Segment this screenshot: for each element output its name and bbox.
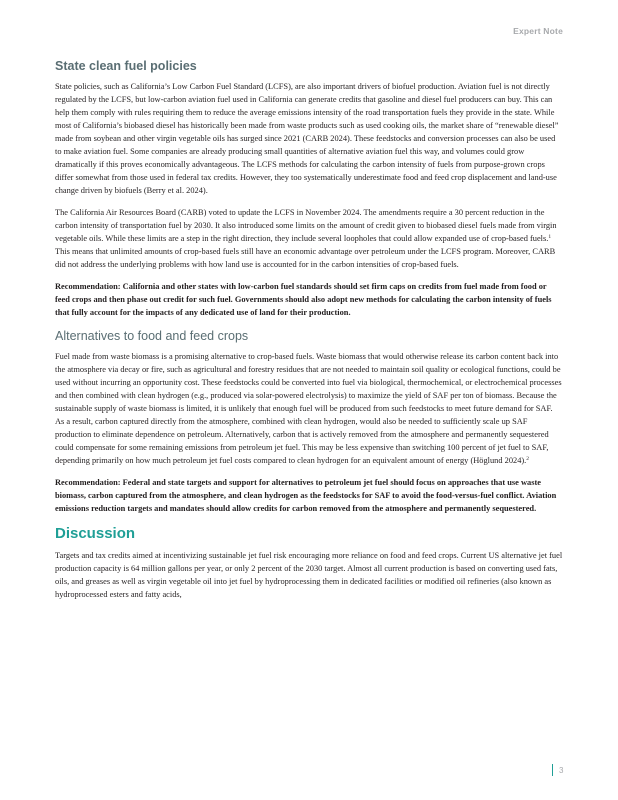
paragraph xyxy=(55,206,563,271)
recommendation: Recommendation: Federal and state targets and support for alternatives to petroleum jet fuel should focus on approaches that use waste biomass, carbon captured from the atmosphere, and clean hydrogen as the feedstocks for SAF to avoid the food-versus-fuel conflict. Aviation emissions reduction targets and mandates should allow credits for carbon removed from the atmosphere and permanently sequestered. xyxy=(55,477,557,513)
footnote-ref[interactable]: 2 xyxy=(526,455,530,462)
footnote-ref[interactable]: 1 xyxy=(548,234,552,241)
paragraph-text: This means that unlimited amounts of crop-based fuels still have an economic advantage over petroleum under the LCFS program. Moreover, CARB did not address the underlying problems with how land use is accounted for in the carbon intensities of crop-based fuels. xyxy=(55,247,556,270)
paragraph: Targets and tax credits aimed at incentivizing sustainable jet fuel risk encouraging more reliance on food and feed crops. Current US alternative jet fuel production capacity is 64 million gallons per year, or only 2 percent of the 2030 target. Almost all current production is based on converting used fats, oils, and greases as well as virgin vegetable oil into jet fuel by hydroprocessing them in dedicated facilities or modified oil refineries (also known as hydroprocessed esters and fatty acids, xyxy=(55,551,563,599)
header-label: Expert Note xyxy=(513,26,563,36)
page-content xyxy=(55,58,563,610)
page-footer xyxy=(552,764,563,776)
paragraph-text: The California Air Resources Board (CARB) voted to update the LCFS in November 2024. The amendments require a 30 percent reduction in the carbon intensity of transportation fuel by 2030. It also introduced some limits on the amount of credit given to biobased diesel fuels made from virgin vegetable oils. While these limits are a step in the right direction, they include several loopholes that could allow expanded use of crop-based fuels. xyxy=(55,208,557,244)
section-heading-discussion: Discussion xyxy=(55,524,136,542)
section-heading-alternatives: Alternatives to food and feed crops xyxy=(55,329,249,344)
paragraph: State policies, such as California’s Low Carbon Fuel Standard (LCFS), are also important drivers of biofuel production. Aviation fuel is not directly regulated by the LCFS, but low-carbon aviation fuel used in California can generate credits that gasoline and diesel fuel producers can buy. This can help them comply with rules requiring them to reduce the average emissions intensity of the road transportation fuels they provide in the state. While most of California’s biobased diesel has historically been made from waste products such as used cooking oils, the market share of “renewable diesel” made from soybean and other virgin vegetable oils has surged since 2021 (CARB 2024). These feedstocks and conversion processes can also be used to make aviation fuel. Some companies are already producing small quantities of alternative aviation fuel this way, and volumes could grow dramatically if this proves economically advantageous. The LCFS methods for calculating the carbon intensity of fuels from purpose-grown crops differ somewhat from those used in federal tax credits. However, they too systematically underestimate food and feed crop displacement and land-use change driven by biofuels (Berry et al. 2024). xyxy=(55,82,559,196)
page-number: 3 xyxy=(559,765,564,775)
paragraph-text: Fuel made from waste biomass is a promising alternative to crop-based fuels. Waste biomass that would otherwise release its carbon content back into the atmosphere via decay or fire, such as agricultural and forestry residues that are not needed to maintain soil quality or ecological functions, could be used without incurring an opportunity cost. These feedstocks could be converted into fuel via biological, thermochemical, or electrochemical processes and then combined with clean hydrogen (e.g., produced via solar-powered electrolysis) to maximize the yield of SAF per ton of biomass. Because the sustainable supply of waste biomass is limited, it is unlikely that enough fuel will be produced from such feedstocks to meet future demand for SAF. As a result, carbon captured directly from the atmosphere, combined with clean hydrogen, would also be needed to sufficiently scale up SAF production to eliminate dependence on petroleum. Alternatively, carbon that is actively removed from the atmosphere and permanently sequestered could compensate for some remaining emissions from petroleum jet fuel. This may be less expensive than switching 100 percent of jet fuel to SAF, depending primarily on how much petroleum jet fuel costs compared to clean hydrogen for an equivalent amount of energy (Höglund 2024). xyxy=(55,351,562,465)
recommendation: Recommendation: California and other states with low-carbon fuel standards should set firm caps on credits from fuel made from food or feed crops and then phase out credit for such fuel. Governments should also adopt new methods for calculating the carbon intensity of fuels that fully account for the impacts of any dedicated use of land for their production. xyxy=(55,282,552,318)
footer-divider xyxy=(552,764,553,776)
paragraph xyxy=(55,350,563,467)
section-heading-state-policies: State clean fuel policies xyxy=(55,59,197,73)
